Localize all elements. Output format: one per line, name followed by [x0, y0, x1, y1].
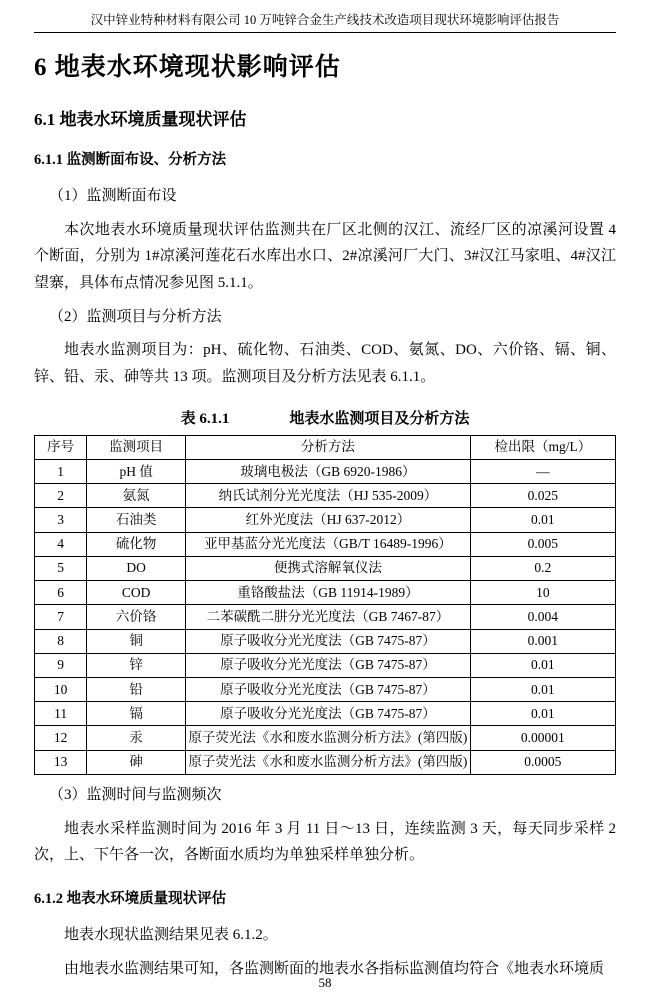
column-header-detection-limit: 检出限（mg/L） — [470, 435, 615, 459]
paragraph-time-frequency-body: 地表水采样监测时间为 2016 年 3 月 11 日～13 日，连续监测 3 天，每天同步采样 2 次，上、下午各一次，各断面水质均为单独采样单独分析。 — [34, 820, 616, 864]
paragraph-monitoring-section-body: 本次地表水环境质量现状评估监测共在厂区北侧的汉江、流经厂区的凉溪河设置 4 个断面，分别为 1#凉溪河莲花石水库出水口、2#凉溪河厂大门、3#汉江马家咀、4#汉江望寨，具体布点情况参见图 5.1.1。 — [34, 221, 616, 292]
cell-no: 6 — [35, 581, 87, 605]
table-row — [35, 556, 616, 580]
cell-no: 13 — [35, 750, 87, 774]
cell-limit: 0.01 — [470, 702, 615, 726]
cell-limit: 0.005 — [470, 532, 615, 556]
cell-limit: 0.00001 — [470, 726, 615, 750]
table-row — [35, 484, 616, 508]
cell-limit: 10 — [470, 581, 615, 605]
table-row — [35, 581, 616, 605]
cell-limit: 0.01 — [470, 678, 615, 702]
cell-method: 亚甲基蓝分光光度法（GB/T 16489-1996） — [186, 532, 471, 556]
cell-no: 4 — [35, 532, 87, 556]
cell-no: 5 — [35, 556, 87, 580]
page-number: 58 — [318, 975, 332, 990]
subsection-title-6-1-2: 6.1.2 地表水环境质量现状评估 — [34, 890, 227, 907]
table-row — [35, 605, 616, 629]
cell-item: DO — [87, 556, 186, 580]
cell-no: 11 — [35, 702, 87, 726]
table-row — [35, 678, 616, 702]
cell-no: 12 — [35, 726, 87, 750]
column-header-item: 监测项目 — [87, 435, 186, 459]
section-title-6-1: 6.1 地表水环境质量现状评估 — [34, 110, 247, 129]
table-caption-title: 地表水监测项目及分析方法 — [289, 410, 470, 427]
cell-method: 原子荧光法《水和废水监测分析方法》(第四版) — [186, 750, 471, 774]
table-header-row — [35, 435, 616, 459]
paragraph-time-frequency-label: （3）监测时间与监测频次 — [49, 786, 222, 803]
table-row — [35, 508, 616, 532]
cell-limit: 0.001 — [470, 629, 615, 653]
table-row — [35, 726, 616, 750]
table-row — [35, 460, 616, 484]
paragraph-results-conclusion: 由地表水监测结果可知，各监测断面的地表水各指标监测值均符合《地表水环境质 — [64, 960, 605, 977]
column-header-method: 分析方法 — [186, 435, 471, 459]
cell-no: 9 — [35, 653, 87, 677]
table-row — [35, 653, 616, 677]
table-row — [35, 702, 616, 726]
cell-item: 石油类 — [87, 508, 186, 532]
cell-item: pH 值 — [87, 460, 186, 484]
table-caption — [34, 407, 616, 428]
cell-limit: 0.01 — [470, 653, 615, 677]
table-row — [35, 750, 616, 774]
cell-item: 铅 — [87, 678, 186, 702]
table-row — [35, 532, 616, 556]
cell-method: 便携式溶解氧仪法 — [186, 556, 471, 580]
cell-no: 2 — [35, 484, 87, 508]
running-header: 汉中锌业特种材料有限公司 10 万吨锌合金生产线技术改造项目现状环境影响评估报告 — [34, 10, 616, 33]
paragraph-items-methods-label: （2）监测项目与分析方法 — [49, 308, 222, 325]
cell-item: 锌 — [87, 653, 186, 677]
cell-no: 1 — [35, 460, 87, 484]
cell-method: 纳氏试剂分光光度法（HJ 535-2009） — [186, 484, 471, 508]
cell-limit: 0.2 — [470, 556, 615, 580]
cell-limit: 0.004 — [470, 605, 615, 629]
subsection-title-6-1-1: 6.1.1 监测断面布设、分析方法 — [34, 152, 227, 168]
cell-limit: 0.025 — [470, 484, 615, 508]
chapter-title: 6 地表水环境现状影响评估 — [34, 54, 341, 81]
cell-item: COD — [87, 581, 186, 605]
cell-item: 砷 — [87, 750, 186, 774]
cell-method: 原子荧光法《水和废水监测分析方法》(第四版) — [186, 726, 471, 750]
cell-no: 8 — [35, 629, 87, 653]
paragraph-monitoring-section-label: （1）监测断面布设 — [49, 188, 177, 204]
cell-method: 原子吸收分光光度法（GB 7475-87） — [186, 653, 471, 677]
paragraph-results-ref: 地表水现状监测结果见表 6.1.2。 — [64, 926, 278, 943]
cell-no: 3 — [35, 508, 87, 532]
cell-method: 原子吸收分光光度法（GB 7475-87） — [186, 678, 471, 702]
cell-item: 氨氮 — [87, 484, 186, 508]
cell-limit: — — [470, 460, 615, 484]
paragraph-items-methods-body: 地表水监测项目为：pH、硫化物、石油类、COD、氨氮、DO、六价铬、镉、铜、锌、铅、汞、砷等共 13 项。监测项目及分析方法见表 6.1.1。 — [34, 342, 616, 386]
cell-method: 原子吸收分光光度法（GB 7475-87） — [186, 702, 471, 726]
cell-limit: 0.0005 — [470, 750, 615, 774]
column-header-no: 序号 — [35, 435, 87, 459]
cell-method: 红外光度法（HJ 637-2012） — [186, 508, 471, 532]
table-caption-number: 表 6.1.1 — [180, 410, 230, 427]
cell-item: 六价铬 — [87, 605, 186, 629]
cell-no: 7 — [35, 605, 87, 629]
cell-item: 铜 — [87, 629, 186, 653]
monitoring-methods-table — [34, 435, 616, 775]
cell-item: 镉 — [87, 702, 186, 726]
cell-limit: 0.01 — [470, 508, 615, 532]
cell-method: 重铬酸盐法（GB 11914-1989） — [186, 581, 471, 605]
cell-item: 汞 — [87, 726, 186, 750]
cell-no: 10 — [35, 678, 87, 702]
cell-method: 原子吸收分光光度法（GB 7475-87） — [186, 629, 471, 653]
cell-item: 硫化物 — [87, 532, 186, 556]
table-row — [35, 629, 616, 653]
cell-method: 二苯碳酰二肼分光光度法（GB 7467-87） — [186, 605, 471, 629]
cell-method: 玻璃电极法（GB 6920-1986） — [186, 460, 471, 484]
